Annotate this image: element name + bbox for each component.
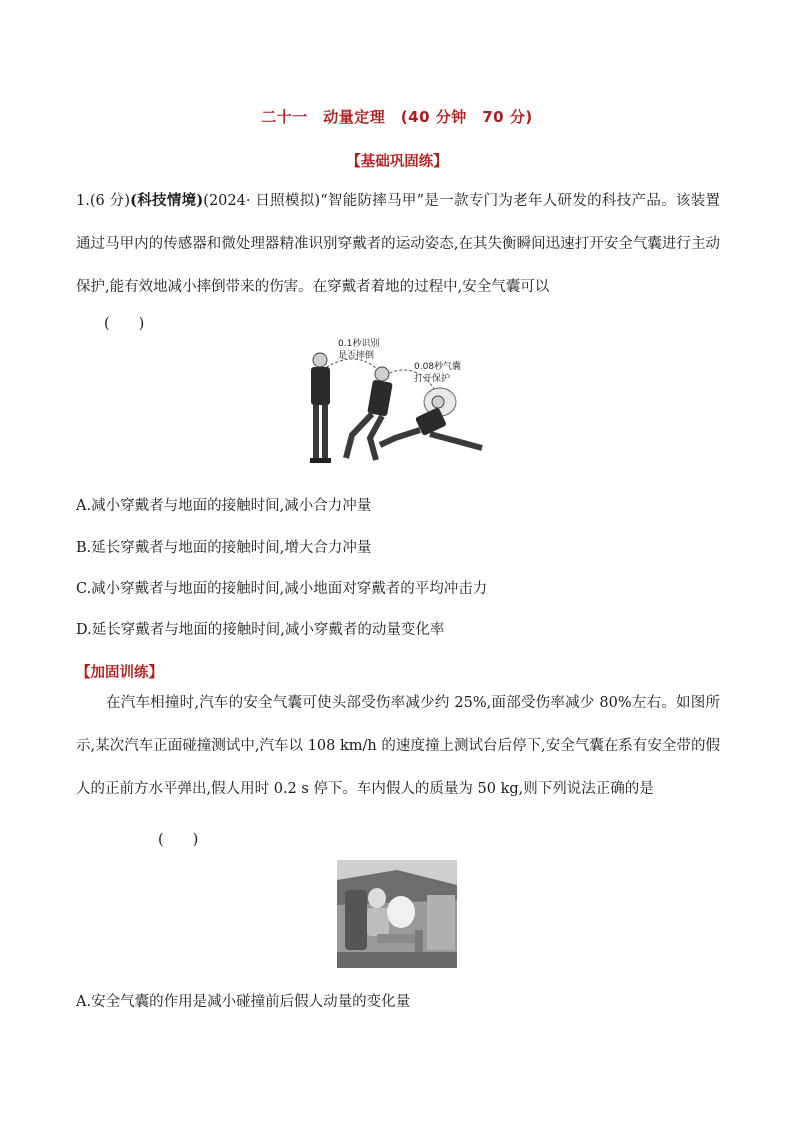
crash-test-figure <box>337 860 457 968</box>
question-text: “智能防摔马甲”是一款专门为老年人研发的科技产品。该装置通过马甲内的传感器和微处理器精准识别穿戴者的运动姿态,在其失衡瞬间迅速打开安全气囊进行主动保护,能有效地减小摔倒带来的伤害。在穿戴者着地的过程中,安全气囊可以 <box>76 193 720 295</box>
figure-label-2b: 打开保护 <box>414 374 451 384</box>
option-a-2: A.安全气囊的作用是减小碰撞前后假人动量的变化量 <box>76 994 411 1010</box>
question-tag: (科技情境) <box>130 192 204 209</box>
section-heading-reinforce: 【加固训练】 <box>76 665 163 681</box>
question-source: (2024· 日照模拟) <box>203 193 321 209</box>
question-1-stem <box>76 179 720 309</box>
question-text: 在汽车相撞时,汽车的安全气囊可使头部受伤率减少约 25%,面部受伤率减少 80%左右。如图所示,某次汽车正面碰撞测试中,汽车以 108 km/h 的速度撞上测试台后停下,安全气囊在系有安全带的假人的正前方水平弹出,假人用时 0.2 s 停下。车内假人的质量为 50 kg,则下列说法正确的是 <box>76 695 720 797</box>
answer-blank-2: ( ) <box>158 832 199 848</box>
figure-label-1: 0.1秒识别 <box>338 339 380 349</box>
question-number: 1.(6 分) <box>76 193 131 209</box>
page-title: 二十一 动量定理 (40 分钟 70 分) <box>261 108 533 126</box>
option-d: D.延长穿戴者与地面的接触时间,减小穿戴者的动量变化率 <box>76 622 445 638</box>
figure-label-1b: 是否摔倒 <box>338 351 375 361</box>
figure-label-2: 0.08秒气囊 <box>414 362 462 372</box>
answer-blank: ( ) <box>104 316 145 332</box>
question-2-stem <box>76 682 720 811</box>
fall-vest-figure <box>300 330 490 475</box>
section-heading-basic: 【基础巩固练】 <box>346 154 448 170</box>
option-c: C.减小穿戴者与地面的接触时间,减小地面对穿戴者的平均冲击力 <box>76 581 488 597</box>
option-b: B.延长穿戴者与地面的接触时间,增大合力冲量 <box>76 540 372 556</box>
option-a: A.减小穿戴者与地面的接触时间,减小合力冲量 <box>76 498 372 514</box>
